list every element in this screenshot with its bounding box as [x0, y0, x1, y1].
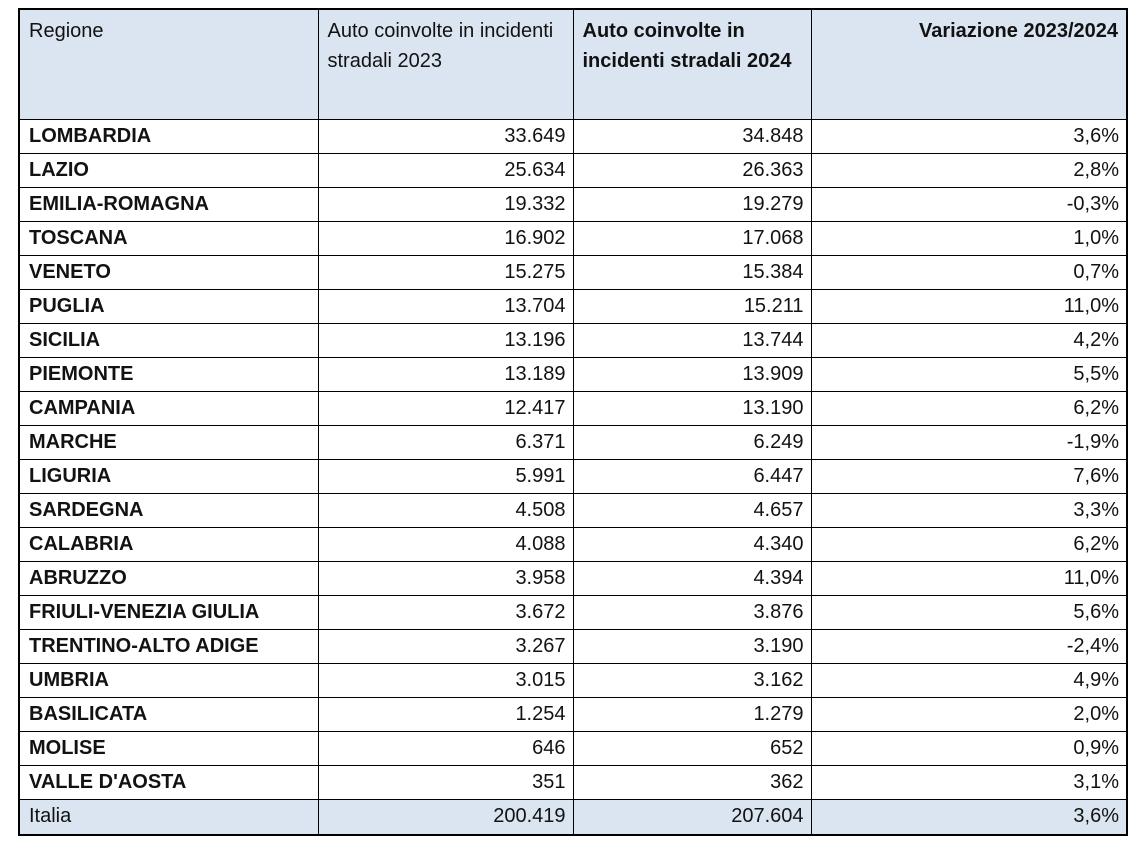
cell-auto-2024: 6.249 [573, 425, 811, 459]
cell-auto-2023: 3.958 [318, 561, 573, 595]
table-row [19, 153, 1127, 187]
cell-regione: ABRUZZO [19, 561, 318, 595]
cell-auto-2024: 3.876 [573, 595, 811, 629]
table-row [19, 697, 1127, 731]
totals-row [19, 799, 1127, 835]
cell-auto-2023: 3.015 [318, 663, 573, 697]
cell-variazione: 3,3% [811, 493, 1127, 527]
cell-auto-2024: 4.657 [573, 493, 811, 527]
cell-auto-2023: 4.088 [318, 527, 573, 561]
table-row [19, 561, 1127, 595]
cell-regione: PUGLIA [19, 289, 318, 323]
table-row [19, 731, 1127, 765]
cell-regione: CALABRIA [19, 527, 318, 561]
cell-totals-auto-2023: 200.419 [318, 799, 573, 835]
cell-regione: BASILICATA [19, 697, 318, 731]
cell-auto-2024: 34.848 [573, 119, 811, 153]
cell-variazione: 4,9% [811, 663, 1127, 697]
table-row [19, 425, 1127, 459]
cell-variazione: -2,4% [811, 629, 1127, 663]
cell-totals-label: Italia [19, 799, 318, 835]
cell-totals-auto-2024: 207.604 [573, 799, 811, 835]
table-header [19, 9, 1127, 119]
cell-auto-2023: 13.189 [318, 357, 573, 391]
cell-regione: SARDEGNA [19, 493, 318, 527]
cell-variazione: 2,0% [811, 697, 1127, 731]
cell-regione: LOMBARDIA [19, 119, 318, 153]
cell-variazione: 0,7% [811, 255, 1127, 289]
table-row [19, 357, 1127, 391]
cell-regione: VENETO [19, 255, 318, 289]
cell-regione: SICILIA [19, 323, 318, 357]
table-row [19, 459, 1127, 493]
cell-regione: LAZIO [19, 153, 318, 187]
cell-variazione: 0,9% [811, 731, 1127, 765]
cell-auto-2023: 6.371 [318, 425, 573, 459]
cell-auto-2024: 15.384 [573, 255, 811, 289]
table-row [19, 629, 1127, 663]
cell-variazione: 11,0% [811, 561, 1127, 595]
cell-variazione: -0,3% [811, 187, 1127, 221]
cell-auto-2024: 17.068 [573, 221, 811, 255]
cell-auto-2024: 13.909 [573, 357, 811, 391]
cell-auto-2023: 16.902 [318, 221, 573, 255]
cell-regione: PIEMONTE [19, 357, 318, 391]
cell-auto-2023: 33.649 [318, 119, 573, 153]
cell-auto-2024: 13.190 [573, 391, 811, 425]
cell-auto-2023: 5.991 [318, 459, 573, 493]
cell-variazione: 5,6% [811, 595, 1127, 629]
cell-auto-2024: 26.363 [573, 153, 811, 187]
cell-variazione: 1,0% [811, 221, 1127, 255]
column-header-variazione: Variazione 2023/2024 [811, 9, 1127, 119]
cell-auto-2024: 19.279 [573, 187, 811, 221]
cell-auto-2024: 15.211 [573, 289, 811, 323]
table-row [19, 527, 1127, 561]
table-row [19, 289, 1127, 323]
cell-variazione: -1,9% [811, 425, 1127, 459]
cell-auto-2024: 1.279 [573, 697, 811, 731]
table-row [19, 391, 1127, 425]
cell-regione: LIGURIA [19, 459, 318, 493]
cell-variazione: 3,1% [811, 765, 1127, 799]
table-row [19, 221, 1127, 255]
cell-regione: MOLISE [19, 731, 318, 765]
cell-regione: FRIULI-VENEZIA GIULIA [19, 595, 318, 629]
cell-regione: TOSCANA [19, 221, 318, 255]
table-row [19, 255, 1127, 289]
cell-regione: VALLE D'AOSTA [19, 765, 318, 799]
table-row [19, 187, 1127, 221]
cell-auto-2024: 362 [573, 765, 811, 799]
cell-auto-2023: 19.332 [318, 187, 573, 221]
cell-auto-2023: 1.254 [318, 697, 573, 731]
cell-auto-2023: 15.275 [318, 255, 573, 289]
cell-regione: MARCHE [19, 425, 318, 459]
header-row [19, 9, 1127, 119]
accidents-by-region-table [18, 8, 1128, 836]
cell-variazione: 3,6% [811, 119, 1127, 153]
cell-auto-2024: 13.744 [573, 323, 811, 357]
cell-auto-2024: 4.394 [573, 561, 811, 595]
cell-auto-2023: 351 [318, 765, 573, 799]
cell-auto-2024: 3.190 [573, 629, 811, 663]
cell-variazione: 11,0% [811, 289, 1127, 323]
cell-auto-2023: 12.417 [318, 391, 573, 425]
table-row [19, 323, 1127, 357]
cell-regione: UMBRIA [19, 663, 318, 697]
cell-auto-2024: 4.340 [573, 527, 811, 561]
cell-regione: EMILIA-ROMAGNA [19, 187, 318, 221]
cell-variazione: 5,5% [811, 357, 1127, 391]
cell-variazione: 2,8% [811, 153, 1127, 187]
cell-auto-2023: 3.267 [318, 629, 573, 663]
cell-variazione: 6,2% [811, 527, 1127, 561]
table-row [19, 119, 1127, 153]
column-header-regione: Regione [19, 9, 318, 119]
table-body [19, 119, 1127, 799]
cell-auto-2024: 3.162 [573, 663, 811, 697]
column-header-auto-2023: Auto coinvolte in incidenti stradali 2023 [318, 9, 573, 119]
cell-auto-2023: 13.704 [318, 289, 573, 323]
cell-auto-2023: 3.672 [318, 595, 573, 629]
table-row [19, 765, 1127, 799]
cell-auto-2023: 25.634 [318, 153, 573, 187]
cell-auto-2023: 4.508 [318, 493, 573, 527]
cell-auto-2023: 13.196 [318, 323, 573, 357]
cell-auto-2024: 652 [573, 731, 811, 765]
cell-auto-2023: 646 [318, 731, 573, 765]
table-footer [19, 799, 1127, 835]
table-row [19, 493, 1127, 527]
cell-variazione: 7,6% [811, 459, 1127, 493]
cell-variazione: 4,2% [811, 323, 1127, 357]
cell-auto-2024: 6.447 [573, 459, 811, 493]
cell-variazione: 6,2% [811, 391, 1127, 425]
cell-regione: CAMPANIA [19, 391, 318, 425]
column-header-auto-2024: Auto coinvolte in incidenti stradali 2024 [573, 9, 811, 119]
table-row [19, 595, 1127, 629]
accidents-table-container [18, 8, 1128, 836]
table-row [19, 663, 1127, 697]
cell-regione: TRENTINO-ALTO ADIGE [19, 629, 318, 663]
cell-totals-variazione: 3,6% [811, 799, 1127, 835]
